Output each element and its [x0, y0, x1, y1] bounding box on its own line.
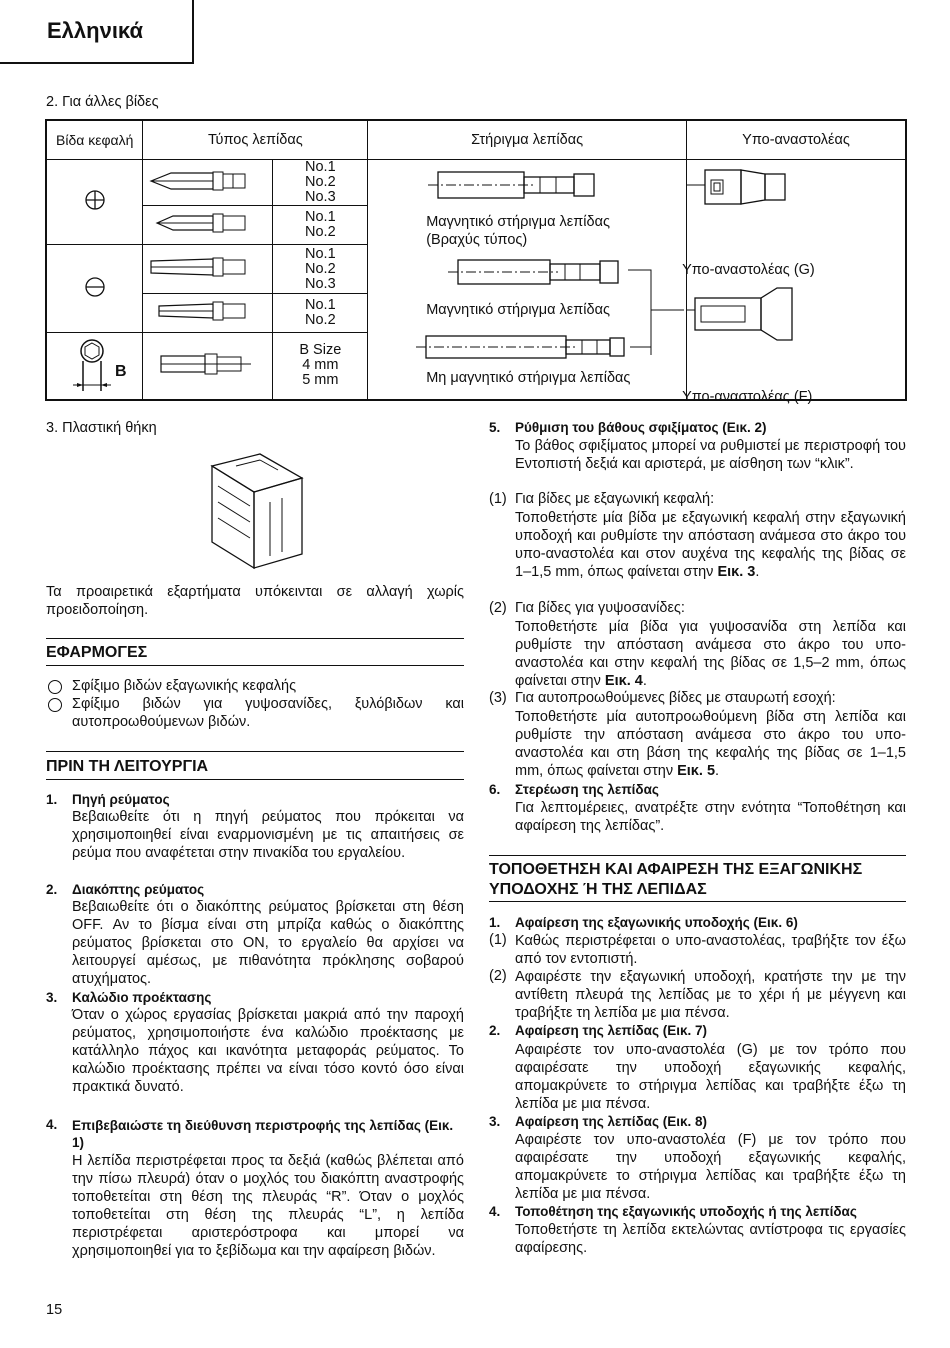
sub1-number: (1) [489, 491, 507, 507]
bullet-circle-icon [48, 680, 62, 694]
slotted-bit-long-icon [143, 247, 271, 287]
before-item-number: 1. [46, 792, 58, 807]
remove1-number: 1. [489, 915, 501, 930]
remove3-text: Αφαιρέστε τον υπο-αναστολέα (F) με τον τρόπο που αφαιρέσατε την υποδοχή εξαγωνικής κεφαλής, απομακρύνετε το στήριγμα λεπίδας και τραβήξτε έξω τη λεπίδα με μια πένσα. [515, 1132, 906, 1202]
before-item-text: Η λεπίδα περιστρέφεται προς τα δεξιά (καθώς βλέπεται από την πίσω πλευρά) όταν ο μοχλός του διακόπτη αναστροφής τοποθετείται στη θέση της πλευράς “R”. Όταν ο μοχλός τοποθετείται στη θέση της πλευράς “L”, η λεπίδα περιστρέφεται αριστερόστροφα και μπορεί να χρησιμοποιηθεί για το ξεβίδωμα και την αφαίρεση βιδών. [72, 1153, 464, 1259]
header-sub-stopper: Υπο-αναστολέας [687, 120, 906, 160]
bit-sizes-cell: No.1 No.2 [273, 293, 368, 332]
before-item-text: Βεβαιωθείτε ότι η πηγή ρεύματος που πρόκειται να χρησιμοποιηθεί είναι εναρμονισμένη με τις απαιτήσεις σε ρεύμα που αναφέτεται στην πινακίδα του εργαλείου. [72, 809, 464, 861]
install-number: 4. [489, 1204, 501, 1219]
page-number: 15 [46, 1302, 63, 1318]
slotted-bit-short-icon [143, 294, 271, 328]
slotted-head-icon [83, 275, 107, 299]
item6-title: Στερέωση της λεπίδας [515, 782, 659, 797]
before-item-number: 2. [46, 882, 58, 897]
stopper-g-label: Υπο-αναστολέας (G) [682, 262, 815, 279]
holder-nonmagnetic-label: Μη μαγνητικό στήριγμα λεπίδας [426, 370, 631, 387]
sub3-title: Για αυτοπροωθούμενες βίδες με σταυρωτή εσοχή: [515, 690, 836, 706]
slotted-head-cell [46, 245, 143, 332]
table-row [46, 160, 906, 206]
remove1-title: Αφαίρεση της εξαγωνικής υποδοχής (Εικ. 6) [515, 915, 798, 930]
sub2-number: (2) [489, 600, 507, 616]
before-item-number: 4. [46, 1117, 58, 1132]
item5-number: 5. [489, 420, 501, 435]
bit-drawing-cell [143, 293, 273, 332]
bit-holders-drawing [368, 160, 688, 400]
bullet-circle-icon [48, 698, 62, 712]
before-item-title: Πηγή ρεύματος [72, 792, 170, 807]
item2-title: 2. Για άλλες βίδες [46, 94, 159, 110]
remove2-text: Αφαιρέστε τον υπο-αναστολέα (G) με τον τρόπο που αφαιρέσατε την υποδοχή εξαγωνικής κεφαλής, απομακρύνετε το στήριγμα λεπίδας και τραβήξτε έξω τη λεπίδα με μια πένσα. [515, 1042, 906, 1112]
before-item-number: 3. [46, 990, 58, 1005]
remove1b-text: Αφαιρέστε την εξαγωνική υποδοχή, κρατήστε την με την αντίθετη πλευρά της λεπίδας με το χέρι ή με μέγγενη και τραβήξτε τη λεπίδα με μια πένσα. [515, 969, 906, 1021]
holder-magnetic-label: Μαγνητικό στήριγμα λεπίδας [426, 302, 610, 319]
hex-socket-bit-icon [143, 344, 271, 384]
divider [46, 638, 464, 639]
sub1-title: Για βίδες με εξαγωνική κεφαλή: [515, 491, 715, 507]
hex-head-cell [46, 332, 143, 400]
holder-magnetic-short-label: Μαγνητικό στήριγμα λεπίδας (Βραχύς τύπος) [426, 214, 610, 249]
sub-stoppers-drawing [687, 160, 907, 400]
item6-number: 6. [489, 782, 501, 797]
install-text: Τοποθετήστε τη λεπίδα εκτελώντας αντίστροφα τις εργασίες αφαίρεσης. [515, 1222, 906, 1256]
bit-sizes-cell: B Size 4 mm 5 mm [273, 332, 368, 400]
divider [46, 665, 464, 666]
before-item-title: Επιβεβαιώστε τη διεύθυνση περιστροφής της λεπίδας (Εικ. 1) [72, 1118, 454, 1150]
before-item-text: Όταν ο χώρος εργασίας βρίσκεται μακριά από την παροχή ρεύματος, χρησιμοποιήστε ένα καλώδιο προέκτασης με κατάλληλο πάχος και ικανότητα μεταφοράς ρεύματος. Το καλώδιο προέκτασης πρέπει να είναι τόσο κοντό όσο είναι πρακτικά δυνατό. [72, 1007, 464, 1095]
bit-drawing-cell [143, 332, 273, 400]
bit-sizes-cell: No.1 No.2 No.3 [273, 160, 368, 206]
hex-head-b-label: B [115, 362, 127, 380]
item5-text: Το βάθος σφιξίματος μπορεί να ρυθμιστεί με περιστροφή του Εντοπιστή δεξιά και αριστερά, με αίσθηση των “κλικ”. [515, 438, 906, 472]
bits-table [45, 119, 907, 406]
stopper-cell [682, 160, 906, 406]
bit-drawing-cell [143, 206, 273, 245]
bit-sizes-cell: No.1 No.2 No.3 [273, 245, 368, 293]
divider [489, 901, 906, 902]
remove2-number: 2. [489, 1023, 501, 1038]
plastic-case-drawing [200, 446, 310, 576]
stopper-f-label: Υπο-αναστολέας (F) [682, 389, 813, 406]
phillips-bit-short-icon [143, 206, 271, 240]
remove1a-text: Καθώς περιστρέφεται ο υπο-αναστολέας, τραβήξτε τον έξω από τον εντοπιστή. [515, 933, 906, 967]
application-item: Σφίξιμο βιδών εξαγωνικής κεφαλής [72, 678, 297, 694]
holder-cell [368, 160, 687, 400]
before-item-text: Βεβαιωθείτε ότι ο διακόπτης ρεύματος βρίσκεται στη θέση OFF. Αν το βίσμα είναι στη μπρίζα καθώς ο διακόπτης ρεύματος βρίσκεται στο ON, το εργαλείο θα αρχίσει να λειτουργεί αμέσως, με πιθανότητα πρόκλησης σοβαρού ατυχήματος. [72, 899, 464, 987]
applications-title: ΕΦΑΡΜΟΓΕΣ [46, 644, 148, 661]
item3-title: 3. Πλαστική θήκη [46, 420, 157, 436]
before-item-title: Διακόπτης ρεύματος [72, 882, 205, 897]
bit-drawing-cell [143, 160, 273, 206]
divider [46, 751, 464, 752]
phillips-head-icon [83, 188, 107, 212]
before-operation-title: ΠΡΙΝ ΤΗ ΛΕΙΤΟΥΡΓΙΑ [46, 758, 209, 775]
install-remove-title: ΤΟΠΟΘΕΤΗΣΗ ΚΑΙ ΑΦΑΙΡΕΣΗ ΤΗΣ ΕΞΑΓΩΝΙΚΗΣ ΥΠΟΔΟΧΗΣ Ή ΤΗΣ ΛΕΠΙΔΑΣ [489, 861, 863, 898]
install-title: Τοποθέτηση της εξαγωνικής υποδοχής ή της λεπίδας [515, 1204, 857, 1219]
sub2-title: Για βίδες για γυψοσανίδες: [515, 600, 685, 616]
divider [46, 779, 464, 780]
table-header-row [46, 120, 906, 160]
bit-drawing-cell [143, 245, 273, 293]
options-note: Τα προαιρετικά εξαρτήματα υπόκεινται σε αλλαγή χωρίς προειδοποίηση. [46, 584, 464, 618]
header-bit-holder: Στήριγμα λεπίδας [368, 120, 687, 160]
hex-head-icon [47, 333, 142, 395]
sub3-text: Τοποθετήστε μία αυτοπροωθούμενη βίδα στη λεπίδα και ρυθμίστε την απόσταση ανάμεσα στο άκρο του υπο-αναστολέα και στη βάση της κεφαλής της βίδας σε 1–1,5 mm, όπως φαίνεται στην Εικ. 5. [515, 709, 906, 779]
application-item: Σφίξιμο βιδών για γυψοσανίδες, ξυλόβιδων και αυτοπροωθούμενων βιδών. [72, 696, 464, 730]
sub1-text: Τοποθετήστε μία βίδα με εξαγωνική κεφαλή στην εξαγωνική υποδοχή και ρυθμίστε την απόσταση ανάμεσα στο άκρο του υπο-αναστολέα και στον αυχένα της κεφαλής της βίδας σε 1–1,5 mm, όπως φαίνεται στην Εικ. 3. [515, 510, 906, 580]
remove1b-number: (2) [489, 968, 507, 984]
sub3-number: (3) [489, 690, 507, 706]
header-screw-head: Βίδα κεφαλή [46, 120, 143, 160]
phillips-head-cell [46, 160, 143, 245]
item5-title: Ρύθμιση του βάθους σφιξίματος (Εικ. 2) [515, 420, 767, 435]
phillips-bit-long-icon [143, 161, 271, 201]
bit-sizes-cell: No.1 No.2 [273, 206, 368, 245]
remove2-title: Αφαίρεση της λεπίδας (Εικ. 7) [515, 1023, 708, 1038]
remove1a-number: (1) [489, 932, 507, 948]
divider [489, 855, 906, 856]
before-item-title: Καλώδιο προέκτασης [72, 990, 212, 1005]
header-bit-type: Τύπος λεπίδας [143, 120, 368, 160]
language-tab [0, 0, 194, 64]
sub2-text: Τοποθετήστε μία βίδα για γυψοσανίδα στη λεπίδα και ρυθμίστε την απόσταση ανάμεσα στο άκρο του υπο-αναστολέα και στην κεφαλή της βίδας σε 1,5–2 mm, όπως φαίνεται στην Εικ. 4. [515, 619, 906, 689]
remove3-number: 3. [489, 1114, 501, 1129]
remove3-title: Αφαίρεση της λεπίδας (Εικ. 8) [515, 1114, 708, 1129]
item6-text: Για λεπτομέρειες, ανατρέξτε στην ενότητα “Τοποθέτηση και αφαίρεση της λεπίδας”. [515, 800, 906, 834]
language-tab-label: Ελληνικά [47, 18, 143, 43]
